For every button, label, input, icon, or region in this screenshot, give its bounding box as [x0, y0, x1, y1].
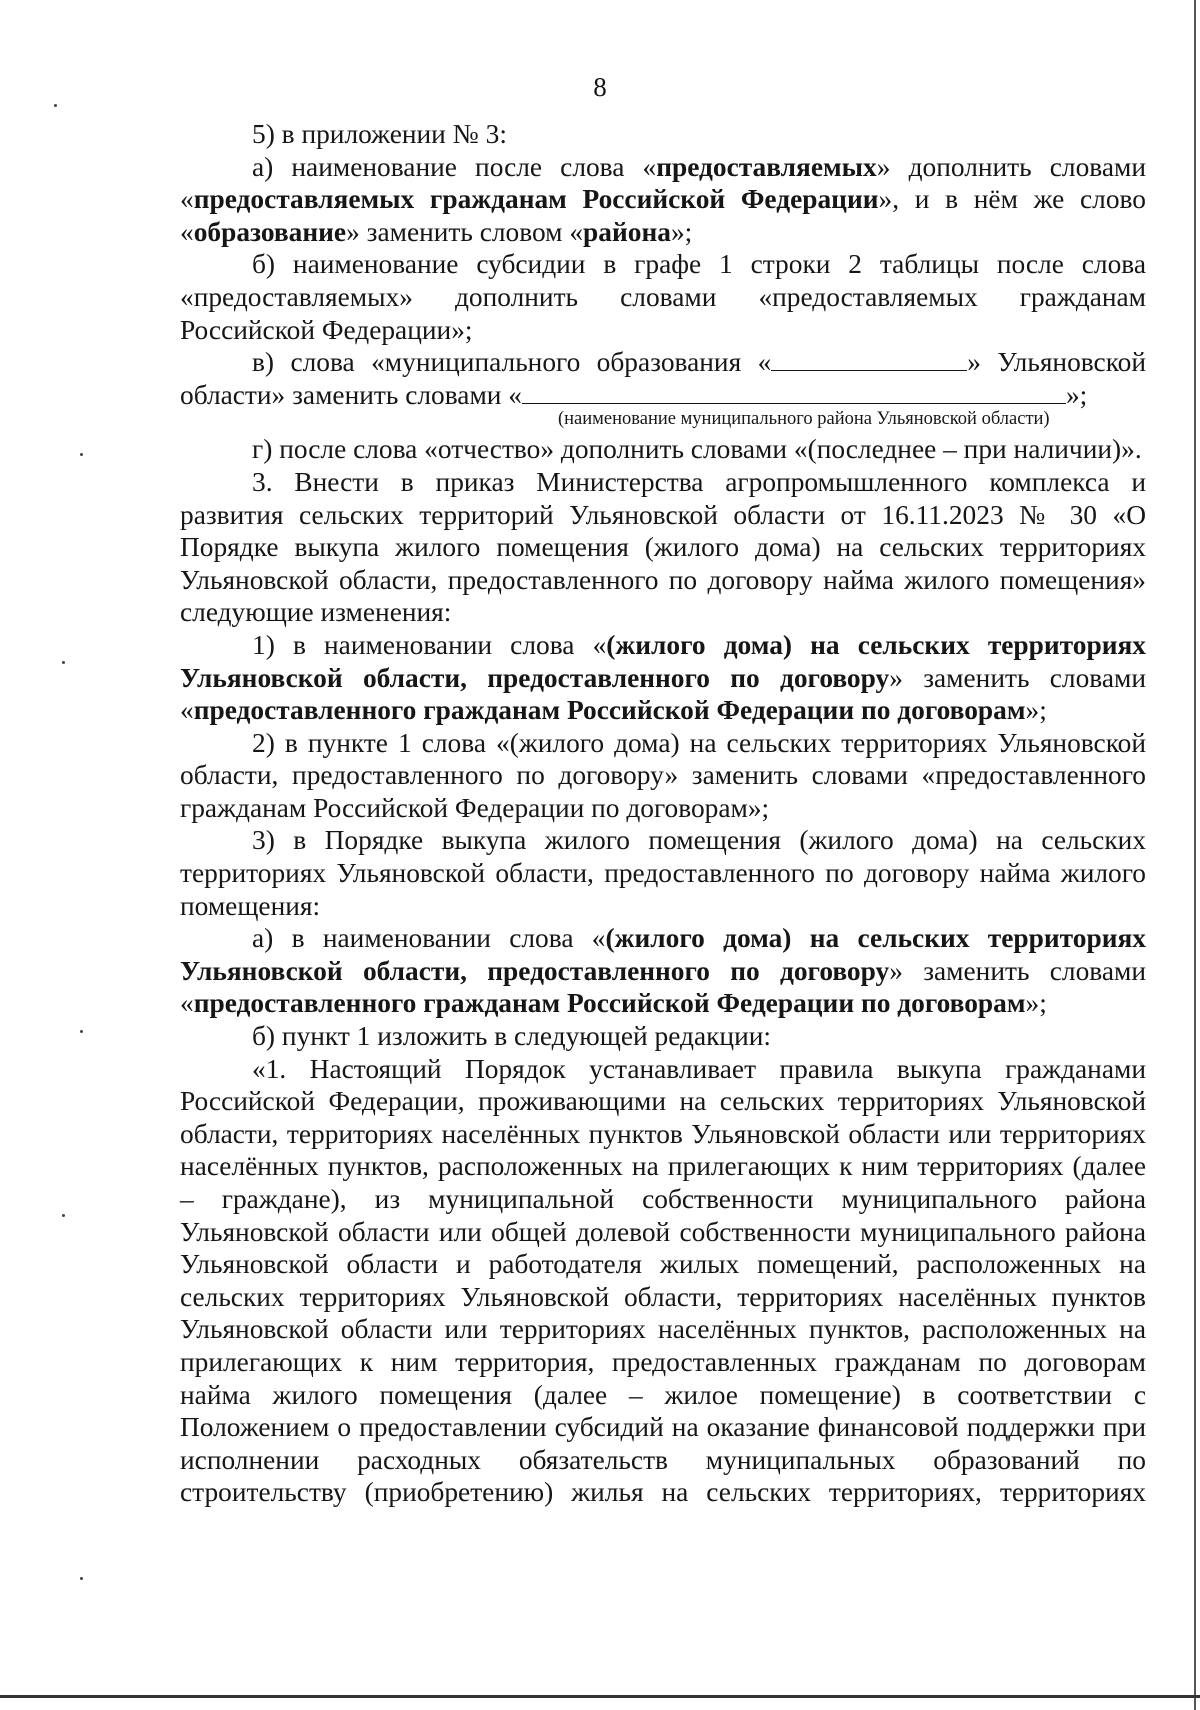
bold-text-run: предоставленного гражданам Российской Федерации по договорам	[193, 988, 1026, 1019]
paragraph-section-3: 3. Внести в приказ Министерства агропромышленного комплекса и развития сельских территорий Ульяновской области от 16.11.2023 № 30 «О Порядке выкупа жилого помещения (жилого дома) на сельских территориях Ульяновской области, предоставленного по договору найма жилого помещения» следующие изменения:	[180, 466, 1146, 628]
bold-text-run: образование	[193, 216, 347, 247]
text-run: а) наименование после слова «	[252, 151, 657, 182]
scan-speck	[80, 1030, 83, 1033]
scan-speck	[62, 1214, 65, 1217]
text-run: а) в наименовании слова «	[252, 923, 606, 954]
paragraph-item-5: 5) в приложении № 3:	[252, 119, 507, 149]
text-run: » дополнить словами «	[180, 151, 1147, 215]
bold-text-run: предоставляемых	[656, 151, 877, 182]
bold-text-run: (жилого дома) на сельских территориях Ульяновской области, предоставленного по договору	[180, 923, 1146, 986]
scan-speck	[80, 453, 83, 456]
paragraph-sub-3: 3) в Порядке выкупа жилого помещения (жилого дома) на сельских территориях Ульяновской области, предоставленного по договору найма жилого помещения:	[180, 825, 1146, 921]
bold-text-run: предоставляемых гражданам Российской Федерации	[193, 184, 879, 215]
bold-text-run: района	[583, 216, 671, 247]
text-run: » заменить словом «	[346, 216, 584, 247]
text-run: »;	[1065, 379, 1088, 410]
blank-caption: (наименование муниципального района Ульяновской области)	[558, 409, 1050, 430]
paragraph-item-g: г) после слова «отчество» дополнить словами «(последнее – при наличии)».	[252, 434, 1142, 465]
scan-bottom-edge	[0, 1695, 1200, 1698]
paragraph-sub-2: 2) в пункте 1 слова «(жилого дома) на сельских территориях Ульяновской области, предоставленного по договору» заменить словами «предоставленного гражданам Российской Федерации по договорам»;	[180, 727, 1146, 823]
scan-speck	[54, 104, 57, 107]
blank-caption-row	[180, 411, 1146, 433]
bold-text-run: предоставленного гражданам Российской Федерации по договорам	[193, 695, 1026, 726]
paragraph-item-v	[180, 346, 1146, 411]
text-run: »;	[1025, 695, 1047, 726]
text-run: в) слова «муниципального образования «	[252, 347, 772, 378]
text-run: » Ульяновской области» заменить словами «	[180, 347, 1146, 410]
blank-field-line	[522, 381, 1066, 404]
paragraph-item-a	[180, 151, 1146, 249]
paragraph-sub-1	[180, 629, 1146, 727]
text-run: 1) в наименовании слова «	[252, 629, 607, 660]
text-run: » заменить словами «	[180, 662, 1146, 726]
text-run: » заменить словами «	[180, 955, 1146, 1019]
paragraph-item-b: б) наименование субсидии в графе 1 строки 2 таблицы после слова «предоставляемых» дополнить словами «предоставляемых гражданам Российской Федерации»;	[180, 249, 1146, 345]
text-run: »;	[670, 216, 693, 247]
paragraph-quoted-point-1: «1. Настоящий Порядок устанавливает правила выкупа гражданами Российской Федерации, проживающими на сельских территориях Ульяновской области, территориях населённых пунктов Ульяновской области или территориях населённых пунктов, расположенных на прилегающих к ним территориях (далее – граждане), из муниципальной собственности муниципального района Ульяновской области или общей долевой собственности муниципального района Ульяновской области и работодателя жилых помещений, расположенных на сельских территориях Ульяновской области, территориях населённых пунктов Ульяновской области или территориях населённых пунктов, расположенных на прилегающих к ним территория, предоставленных гражданам по договорам найма жилого помещения (далее – жилое помещение) в соответствии с Положением о предоставлении субсидий на оказание финансовой поддержки при исполнении расходных обязательств муниципальных образований по строительству (приобретению) жилья на сельских территориях, территориях	[180, 1053, 1146, 1508]
paragraph-sub-3a	[180, 922, 1146, 1020]
bold-text-run: (жилого дома) на сельских территориях Ульяновской области, предоставленного по договору	[180, 629, 1147, 693]
scan-speck	[80, 1577, 83, 1580]
page-number: 8	[593, 72, 607, 102]
scan-speck	[62, 661, 65, 664]
document-body	[180, 118, 1146, 1509]
text-run: »;	[1025, 988, 1047, 1019]
paragraph-sub-3b: б) пункт 1 изложить в следующей редакции:	[252, 1021, 772, 1052]
scan-edge-line	[1194, 0, 1196, 1710]
text-run: », и в нём же слово «	[180, 184, 1146, 247]
blank-field-line	[771, 348, 967, 371]
